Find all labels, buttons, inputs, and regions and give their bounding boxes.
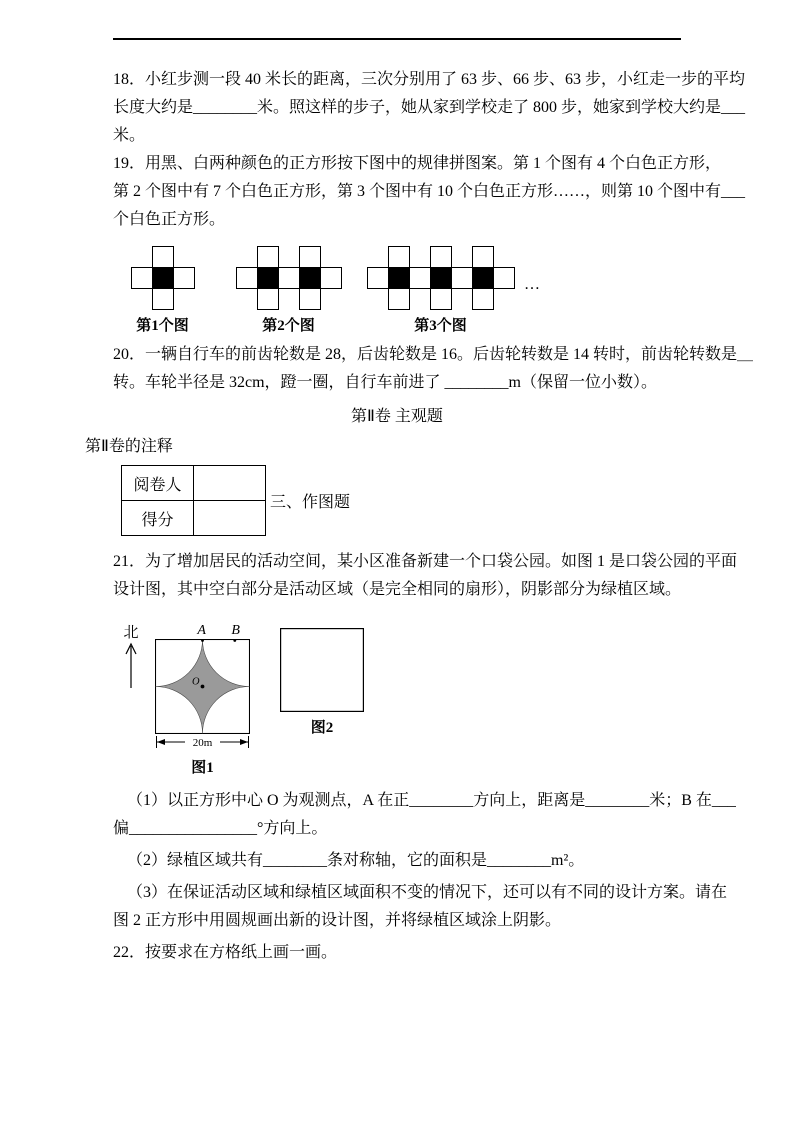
question-20: [113, 341, 754, 397]
empty-cell: [367, 288, 389, 310]
white-square: [131, 267, 153, 289]
white-square: [430, 246, 452, 268]
point-a-dot: [201, 639, 204, 642]
question-19-line-3: 个白色正方形。: [113, 211, 226, 228]
black-square: [299, 267, 321, 289]
white-square: [236, 267, 258, 289]
white-square: [152, 288, 174, 310]
empty-cell: [493, 288, 515, 310]
figure-1-and-2: [117, 620, 681, 777]
north-arrow-icon: [124, 642, 138, 690]
white-square: [173, 267, 195, 289]
empty-cell: [320, 246, 342, 268]
score-table-label-score: 得分: [122, 501, 194, 536]
question-21-line-2: 设计图，其中空白部分是活动区域（是完全相同的扇形），阴影部分为绿植区域。: [113, 581, 682, 598]
part-2-line-1: （2）绿植区域共有________条对称轴，它的面积是________m²。: [127, 852, 585, 869]
pattern-figure-2: [236, 246, 341, 335]
question-19-line-2: 第 2 个图中有 7 个白色正方形，第 3 个图中有 10 个白色正方形……，则第 10 个图中有___: [113, 183, 746, 200]
black-square: [257, 267, 279, 289]
north-indicator: [117, 624, 145, 690]
white-square: [367, 267, 389, 289]
figure-1-plan-svg: [155, 639, 250, 734]
pattern-figure-1: [131, 246, 194, 335]
empty-cell: [409, 288, 431, 310]
figure-1-label: 图1: [191, 760, 214, 776]
point-a-label: A: [197, 623, 206, 638]
pattern-label-2: 第2个图: [262, 318, 315, 334]
white-square: [257, 246, 279, 268]
center-point-dot: [201, 685, 205, 689]
figure-1-point-labels: [155, 620, 250, 639]
empty-cell: [131, 288, 153, 310]
white-square: [257, 288, 279, 310]
score-table-value-score: [194, 501, 266, 536]
white-square: [430, 288, 452, 310]
score-table-label-reviewer: 阅卷人: [122, 466, 194, 501]
black-square: [388, 267, 410, 289]
question-20-line-2: 转。车轮半径是 32cm，蹬一圈，自行车前进了 ________m（保留一位小数）。: [113, 374, 657, 391]
north-label: 北: [123, 625, 139, 641]
pattern-figures: [113, 246, 681, 335]
white-square: [299, 246, 321, 268]
question-18-line-2: 长度大约是________米。照这样的步子，她从家到学校走了 800 步，她家到学校大约是___: [113, 99, 746, 116]
black-square: [430, 267, 452, 289]
point-b-label: B: [231, 623, 240, 638]
score-table-row: [122, 501, 266, 536]
question-20-line-1: 20．一辆自行车的前齿轮数是 28，后齿轮数是 16。后齿轮转数是 14 转时，前齿轮转数是＿: [113, 346, 754, 363]
question-21-part-3: [113, 879, 728, 935]
white-square: [388, 246, 410, 268]
empty-cell: [278, 288, 300, 310]
white-square: [493, 267, 515, 289]
question-21-part-1: [113, 787, 736, 843]
pattern-label-1: 第1个图: [136, 318, 189, 334]
center-point-label: O: [192, 676, 200, 688]
white-square: [451, 267, 473, 289]
pattern-grid-3: [367, 246, 514, 309]
score-table-value-reviewer: [194, 466, 266, 501]
figure-2-empty-square-svg: [280, 628, 364, 712]
empty-cell: [320, 288, 342, 310]
question-22-line-1: 22．按要求在方格纸上画一画。: [113, 944, 338, 961]
question-21-line-1: 21．为了增加居民的活动空间，某小区准备新建一个口袋公园。如图 1 是口袋公园的平面: [113, 553, 738, 570]
figure-2-label: 图2: [310, 720, 334, 736]
section2-note: 第Ⅱ卷的注释: [85, 438, 173, 455]
empty-cell: [236, 288, 258, 310]
dimension-arrow: [155, 734, 250, 752]
section-three-title: 三、作图题: [270, 494, 351, 511]
point-b-dot: [233, 639, 236, 642]
white-square: [320, 267, 342, 289]
question-22: [113, 939, 681, 967]
empty-cell: [493, 246, 515, 268]
white-square: [472, 246, 494, 268]
empty-cell: [173, 246, 195, 268]
pattern-grid-2: [236, 246, 341, 309]
pattern-grid-1: [131, 246, 194, 309]
empty-cell: [409, 246, 431, 268]
question-18-line-3: 米。: [113, 127, 146, 144]
part-1-line-2: 偏________________°方向上。: [113, 820, 328, 837]
dimension-label: 20m: [192, 737, 213, 749]
empty-cell: [236, 246, 258, 268]
pattern-label-3: 第3个图: [414, 318, 467, 334]
empty-cell: [451, 246, 473, 268]
figure-1: [155, 620, 250, 777]
empty-cell: [131, 246, 153, 268]
score-table-section: [121, 465, 681, 536]
white-square: [299, 288, 321, 310]
header-rule: [113, 38, 681, 40]
score-table-row: [122, 466, 266, 501]
empty-cell: [173, 288, 195, 310]
question-18: [113, 66, 746, 150]
question-19: [113, 150, 746, 234]
white-square: [152, 246, 174, 268]
empty-cell: [367, 246, 389, 268]
pattern-ellipsis: …: [524, 276, 542, 293]
white-square: [278, 267, 300, 289]
black-square: [152, 267, 174, 289]
question-18-line-1: 18．小红步测一段 40 米长的距离，三次分别用了 63 步、66 步、63 步，小红走一步的平均: [113, 71, 746, 88]
white-square: [409, 267, 431, 289]
part-1-line-1: （1）以正方形中心 O 为观测点，A 在正________方向上，距离是________米；B 在___: [127, 792, 736, 809]
question-19-line-1: 19．用黑、白两种颜色的正方形按下图中的规律拼图案。第 1 个图有 4 个白色正方形，: [113, 155, 722, 172]
question-21: [113, 548, 738, 604]
empty-cell: [451, 288, 473, 310]
score-table: [121, 465, 266, 536]
empty-cell: [278, 246, 300, 268]
white-square: [472, 288, 494, 310]
pattern-figure-3: [367, 246, 514, 335]
figure-2: [280, 628, 364, 737]
part-3-line-1: （3）在保证活动区域和绿植区域面积不变的情况下，还可以有不同的设计方案。请在: [127, 884, 728, 901]
question-21-part-2: [113, 847, 681, 875]
part-3-line-2: 图 2 正方形中用圆规画出新的设计图，并将绿植区域涂上阴影。: [113, 912, 562, 929]
white-square: [388, 288, 410, 310]
section2-title: 第Ⅱ卷 主观题: [351, 408, 443, 425]
black-square: [472, 267, 494, 289]
